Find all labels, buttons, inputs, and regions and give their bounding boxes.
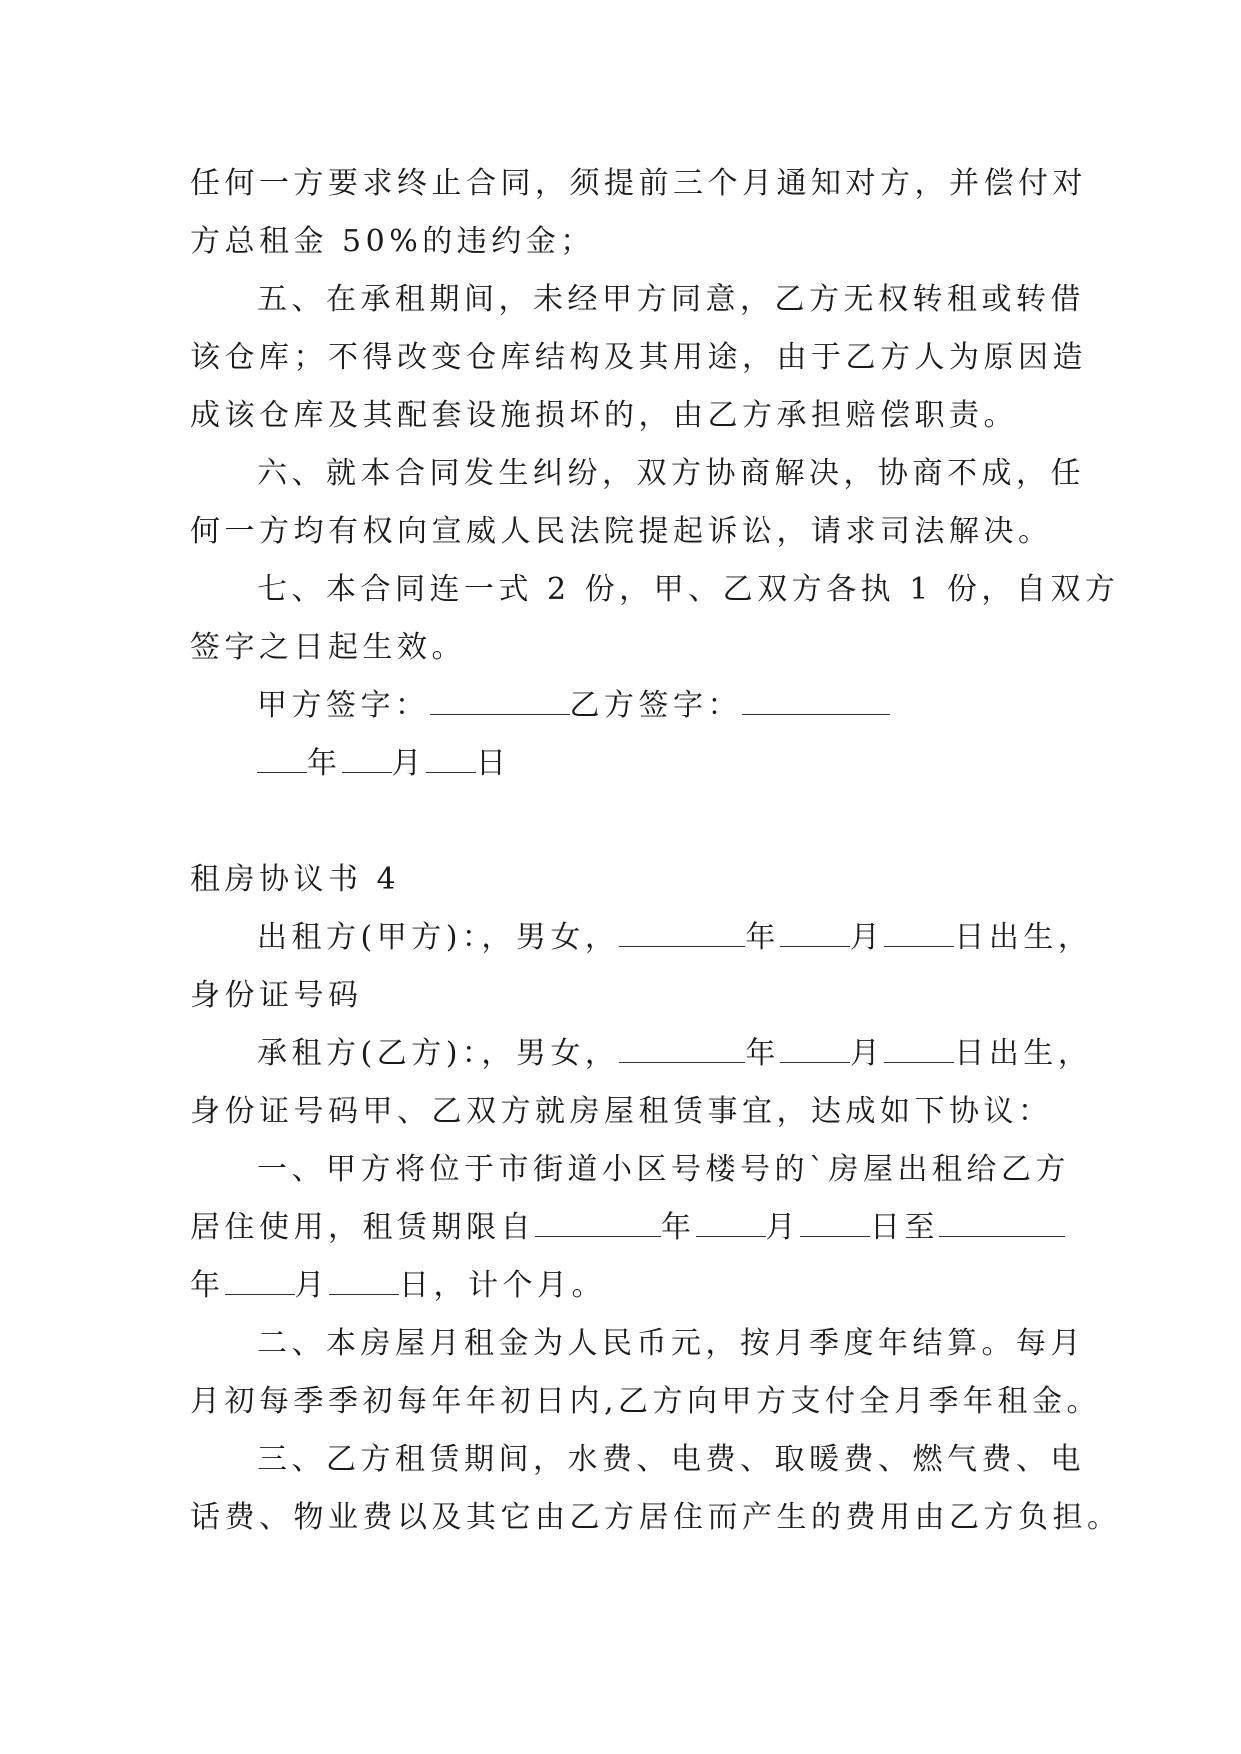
text-line: 七、本合同连一式 2 份，甲、乙双方各执 1 份，自双方 xyxy=(257,572,1120,607)
lessee-birth-year-blank[interactable] xyxy=(619,1034,745,1063)
lessee-label: 承租方(乙方)：，男女， xyxy=(257,1036,620,1071)
party-b-signature-blank[interactable] xyxy=(742,686,890,715)
start-day-blank[interactable] xyxy=(800,1208,870,1237)
lessee-birth-month-blank[interactable] xyxy=(780,1034,850,1063)
signature-line xyxy=(257,686,1137,726)
end-year-blank[interactable] xyxy=(939,1208,1065,1237)
party-a-signature-blank[interactable] xyxy=(430,686,570,715)
text-line: 月初每季季初每年年初日内,乙方向甲方支付全月季年租金。 xyxy=(190,1384,1102,1419)
text-line: 三、乙方租赁期间，水费、电费、取暖费、燃气费、电 xyxy=(257,1442,1085,1477)
text-line: 身份证号码甲、乙双方就房屋租赁事宜，达成如下协议： xyxy=(190,1094,1053,1129)
month-blank[interactable] xyxy=(342,744,392,773)
text-line: 六、就本合同发生纠纷，双方协商解决，协商不成，任 xyxy=(257,456,1085,491)
end-day-label: 日，计个月。 xyxy=(399,1268,606,1303)
lessee-line xyxy=(257,1034,1137,1074)
text-line: 一、甲方将位于市街道小区号楼号的`房屋出租给乙方 xyxy=(257,1152,1070,1187)
text-line: 方总租金 50%的违约金； xyxy=(190,224,595,259)
start-day-label: 日至 xyxy=(870,1210,939,1245)
text-line: 二、本房屋月租金为人民币元，按月季度年结算。每月 xyxy=(257,1326,1085,1361)
lessee-birth-year-label: 年 xyxy=(745,1036,780,1071)
lessor-birth-day-blank[interactable] xyxy=(884,918,954,947)
end-year-label: 年 xyxy=(190,1268,225,1303)
section-title: 租房协议书 4 xyxy=(190,862,401,897)
lessor-birth-year-blank[interactable] xyxy=(619,918,745,947)
birth-month-label: 月 xyxy=(849,920,885,955)
lease-period-line xyxy=(190,1208,1070,1248)
text-line: 任何一方要求终止合同，须提前三个月通知对方，并偿付对 xyxy=(190,166,1087,201)
lessor-birth-month-blank[interactable] xyxy=(780,918,850,947)
lessor-label: 出租方(甲方)：，男女， xyxy=(257,920,620,955)
text-line: 身份证号码 xyxy=(190,978,363,1013)
text-line: 该仓库；不得改变仓库结构及其用途，由于乙方人为原因造 xyxy=(190,340,1087,375)
lessee-birth-day-label: 日出生， xyxy=(954,1036,1093,1071)
text-line: 成该仓库及其配套设施损坏的，由乙方承担赔偿职责。 xyxy=(190,398,1018,433)
year-label: 年 xyxy=(307,746,342,781)
start-month-blank[interactable] xyxy=(696,1208,766,1237)
start-year-blank[interactable] xyxy=(535,1208,661,1237)
text-line: 签字之日起生效。 xyxy=(190,630,466,665)
end-day-blank[interactable] xyxy=(329,1266,399,1295)
birth-day-label: 日出生， xyxy=(954,920,1093,955)
text-line: 何一方均有权向宣威人民法院提起诉讼，请求司法解决。 xyxy=(190,514,1053,549)
month-label: 月 xyxy=(391,746,426,781)
lessor-line xyxy=(257,918,1137,958)
text-line: 五、在承租期间，未经甲方同意，乙方无权转租或转借 xyxy=(257,282,1085,317)
day-label: 日 xyxy=(476,746,511,781)
lessee-birth-month-label: 月 xyxy=(849,1036,885,1071)
party-a-signature-label: 甲方签字： xyxy=(257,688,430,723)
lease-period-end-line xyxy=(190,1266,1070,1306)
text-line: 话费、物业费以及其它由乙方居住而产生的费用由乙方负担。 xyxy=(190,1500,1122,1535)
party-b-signature-label: 乙方签字： xyxy=(569,688,742,723)
end-month-blank[interactable] xyxy=(225,1266,295,1295)
lessee-birth-day-blank[interactable] xyxy=(884,1034,954,1063)
year-blank[interactable] xyxy=(257,744,307,773)
end-month-label: 月 xyxy=(294,1268,329,1303)
date-line xyxy=(257,744,1137,784)
lease-period-label: 居住使用，租赁期限自 xyxy=(190,1210,535,1245)
start-year-label: 年 xyxy=(661,1210,696,1245)
start-month-label: 月 xyxy=(765,1210,800,1245)
birth-year-label: 年 xyxy=(745,920,780,955)
day-blank[interactable] xyxy=(426,744,476,773)
